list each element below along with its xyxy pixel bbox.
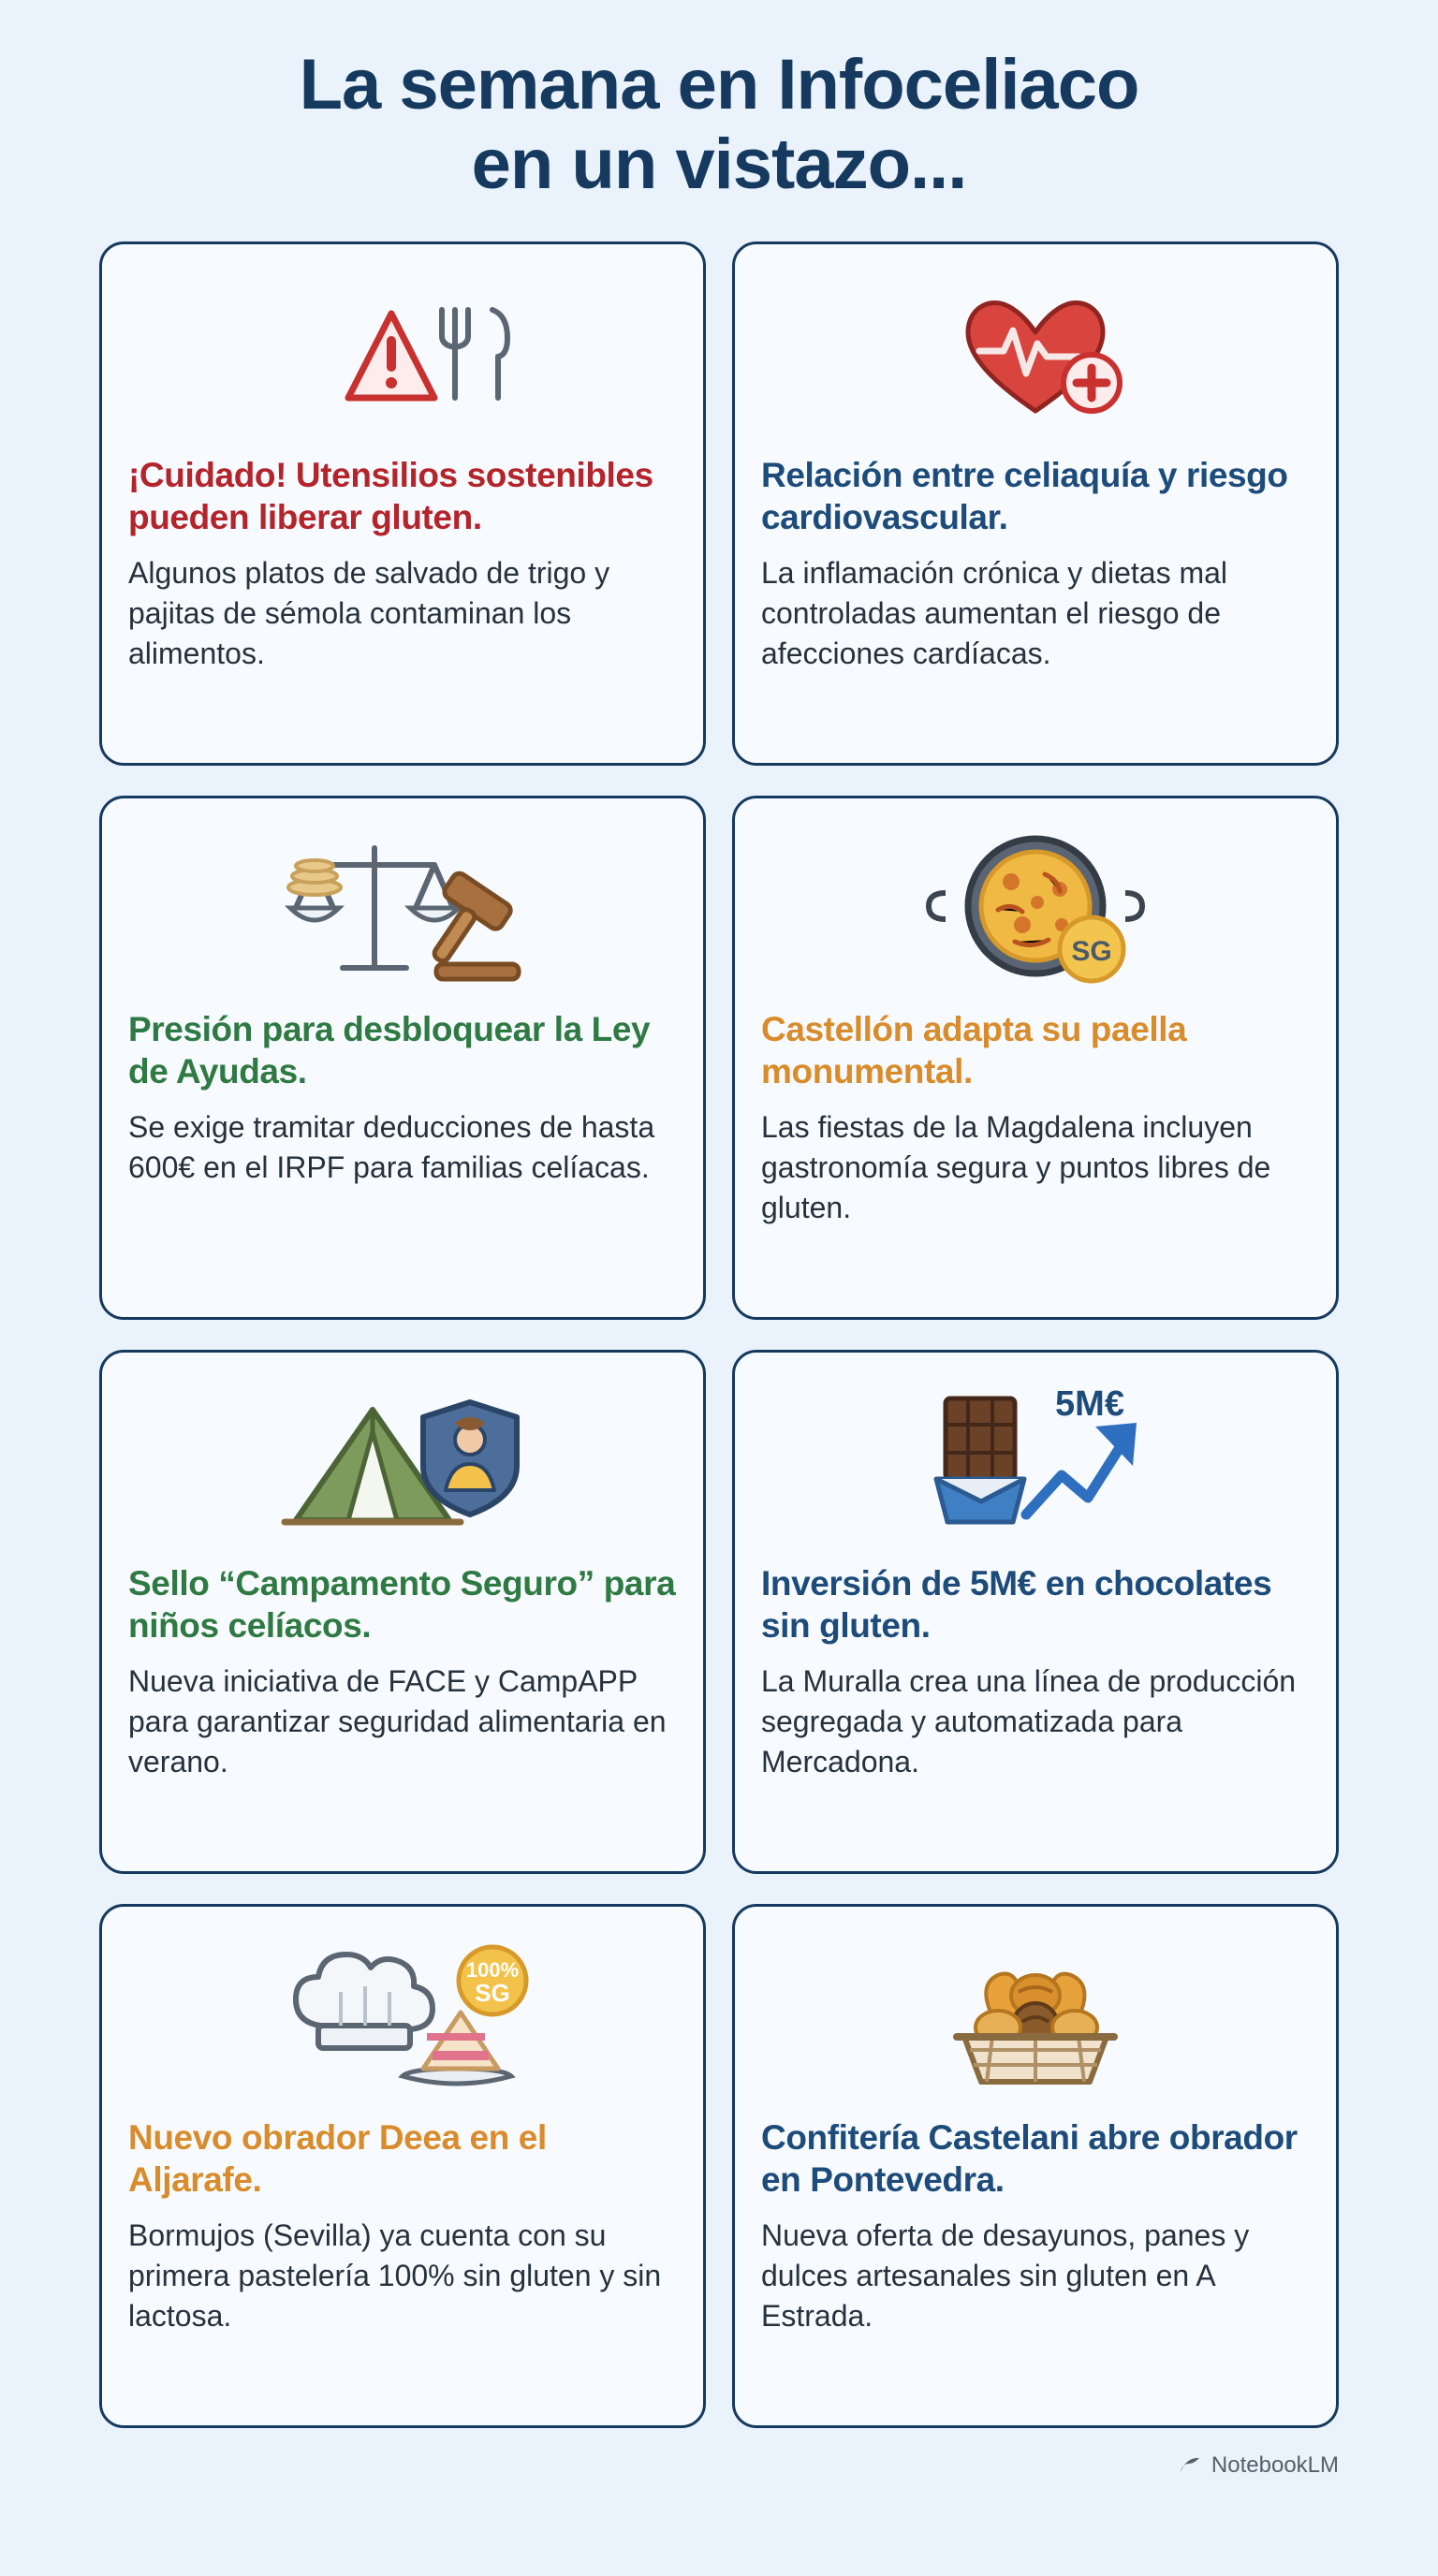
news-card[interactable] (99, 242, 706, 766)
news-card-title: ¡Cuidado! Utensilios sostenibles pueden liberar gluten. (128, 456, 653, 537)
bread-basket-icon (761, 1931, 1310, 2109)
news-card-body: Nueva iniciativa de FACE y CampAPP para garantizar seguridad alimentaria en verano. (128, 1664, 667, 1779)
chocolate-growth-arrow-icon (761, 1377, 1310, 1555)
news-card-body: La Muralla crea una línea de producción segregada y automatizada para Mercadona. (761, 1664, 1297, 1779)
notebooklm-icon (1178, 2455, 1202, 2476)
page-title-line-2: en un vistazo... (471, 124, 967, 205)
news-card[interactable] (732, 242, 1339, 766)
news-card-title: Sello “Campamento Seguro” para niños celíacos. (128, 1564, 676, 1646)
page-title-line-1: La semana en Infoceliaco (299, 45, 1139, 124)
news-card-grid (64, 242, 1374, 2428)
news-card[interactable] (99, 1904, 706, 2428)
news-card-title: Confitería Castelani abre obrador en Pontevedra. (761, 2118, 1298, 2200)
news-card-body: Se exige tramitar deducciones de hasta 600€ en el IRPF para familias celíacas. (128, 1110, 655, 1185)
news-card-body: Nueva oferta de desayunos, panes y dulces artesanales sin gluten en A Estrada. (761, 2218, 1250, 2334)
chef-hat-cake-icon (128, 1931, 677, 2109)
news-card-body: Bormujos (Sevilla) ya cuenta con su primera pastelería 100% sin gluten y sin lactosa. (128, 2218, 662, 2334)
news-card-body: La inflamación crónica y dietas mal controladas aumentan el riesgo de afecciones cardíacas. (761, 556, 1228, 671)
news-card[interactable] (99, 796, 706, 1320)
news-card-title: Inversión de 5M€ en chocolates sin gluten. (761, 1564, 1272, 1646)
heart-cardiovascular-icon (761, 269, 1310, 446)
news-card-body: Algunos platos de salvado de trigo y pajitas de sémola contaminan los alimentos. (128, 556, 610, 671)
news-card-title: Castellón adapta su paella monumental. (761, 1010, 1187, 1091)
news-card[interactable] (732, 1350, 1339, 1874)
investment-badge: 5M€ (1055, 1384, 1124, 1425)
tent-shield-child-icon (128, 1377, 677, 1555)
news-card[interactable] (99, 1350, 706, 1874)
news-card[interactable] (732, 1904, 1339, 2428)
news-card-title: Relación entre celiaquía y riesgo cardiovascular. (761, 456, 1288, 537)
paella-pan-gluten-free-icon (761, 823, 1310, 1001)
footer (64, 2452, 1374, 2503)
news-card[interactable] (732, 796, 1339, 1320)
footer-label: NotebookLM (1211, 2452, 1339, 2479)
warning-utensils-icon (128, 269, 677, 446)
news-card-title: Nuevo obrador Deea en el Aljarafe. (128, 2118, 547, 2200)
news-card-title: Presión para desbloquear la Ley de Ayudas. (128, 1010, 651, 1091)
badge-sg: SG (475, 1979, 510, 2008)
paella-sg-badge: SG (1071, 936, 1112, 968)
scales-gavel-icon (128, 823, 677, 1001)
page-title (0, 0, 1438, 204)
news-card-body: Las fiestas de la Magdalena incluyen gastronomía segura y puntos libres de gluten. (761, 1110, 1271, 1225)
badge-percent: 100% (465, 1958, 520, 1983)
